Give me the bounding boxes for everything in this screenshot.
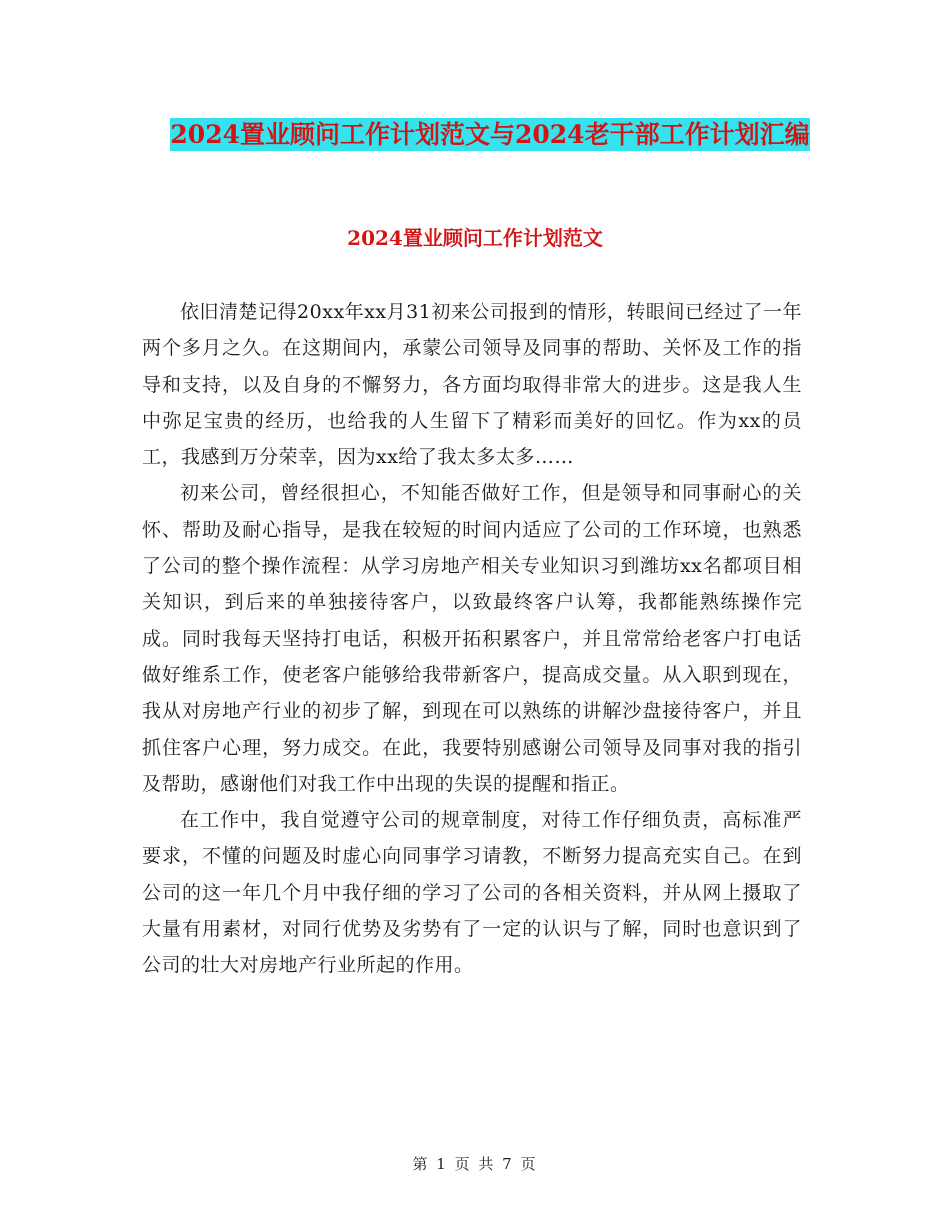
paragraph: 依旧清楚记得20xx年xx月31初来公司报到的情形，转眼间已经过了一年两个多月之久。在这期间内，承蒙公司领导及同事的帮助、关怀及工作的指导和支持，以及自身的不懈努力，各方面均取得非常大的进步。这是我人生中弥足宝贵的经历，也给我的人生留下了精彩而美好的回忆。作为xx的员工，我感到万分荣幸，因为xx给了我太多太多…… — [142, 301, 802, 469]
document-title — [140, 112, 840, 158]
document-title-text: 2024置业顾问工作计划范文与2024老干部工作计划汇编 — [170, 120, 810, 149]
section-title: 2024置业顾问工作计划范文 — [347, 226, 603, 250]
paragraph: 在工作中，我自觉遵守公司的规章制度，对待工作仔细负责，高标准严要求，不懂的问题及时虚心向同事学习请教，不断努力提高充实自己。在到公司的这一年几个月中我仔细的学习了公司的各相关资料，并从网上摄取了大量有用素材，对同行优势及劣势有了一定的认识与了解，同时也意识到了公司的壮大对房地产行业所起的作用。 — [142, 809, 802, 977]
paragraph: 初来公司，曾经很担心，不知能否做好工作，但是领导和同事耐心的关怀、帮助及耐心指导，是我在较短的时间内适应了公司的工作环境，也熟悉了公司的整个操作流程：从学习房地产相关专业知识习到潍坊xx名都项目相关知识，到后来的单独接待客户，以致最终客户认筹，我都能熟练操作完成。同时我每天坚持打电话，积极开拓积累客户，并且常常给老客户打电话做好维系工作，使老客户能够给我带新客户，提高成交量。从入职到现在，我从对房地产行业的初步了解，到现在可以熟练的讲解沙盘接待客户，并且抓住客户心理，努力成交。在此，我要特别感谢公司领导及同事对我的指引及帮助，感谢他们对我工作中出现的失误的提醒和指正。 — [142, 482, 802, 795]
page-number-footer: 第 1 页 共 7 页 — [412, 1155, 538, 1173]
document-body — [142, 294, 802, 984]
